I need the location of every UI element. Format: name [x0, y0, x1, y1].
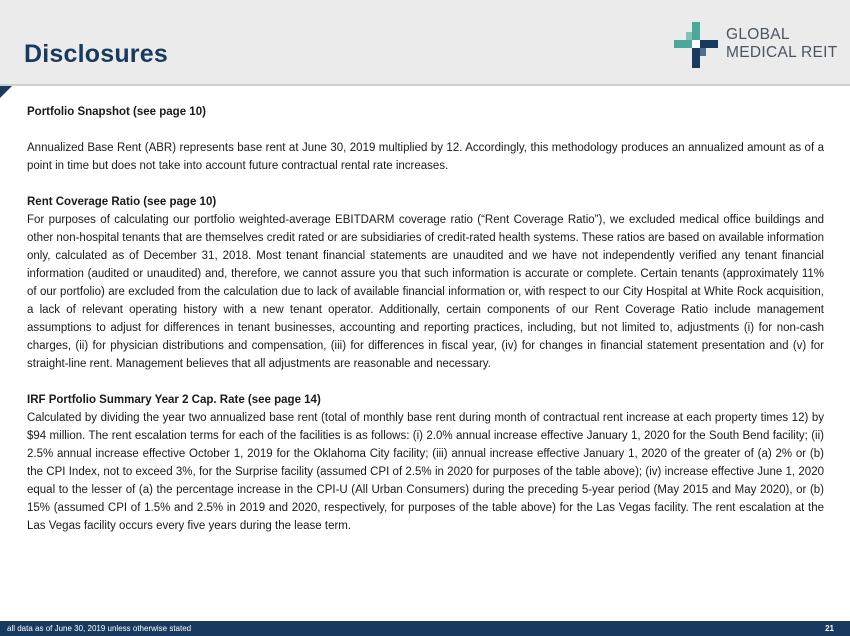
header-divider: [0, 84, 850, 86]
section-body: Annualized Base Rent (ABR) represents base rent at June 30, 2019 multiplied by 12. Accordingly, this methodology produces an annualized amount as of a point in time but does not take into account future contractual rental rate increases.: [27, 142, 824, 172]
logo-cross-icon: [672, 20, 720, 70]
footer-bar: [0, 621, 850, 636]
logo-line-2: MEDICAL REIT: [726, 44, 838, 61]
rent-coverage-section: [27, 193, 824, 373]
section-body: For purposes of calculating our portfolio weighted-average EBITDARM coverage ratio (“Rent Coverage Ratio”), we excluded medical office buildings and other non-hospital tenants that are themselves credit rated or are subsidiaries of credit-rated health systems. These ratios are based on available information only, calculated as of December 31, 2018. Most tenant financial statements are unaudited and we have not independently verified any tenant financial information (audited or unaudited) and, therefore, we cannot assure you that such information is accurate or complete. Certain tenants (approximately 11% of our portfolio) are excluded from the calculation due to lack of available financial information or, with respect to our City Hospital at White Rock acquisition, a lack of relevant operating history with a new tenant operator. Additionally, certain components of our Rent Coverage Ratio include management assumptions to adjust for differences in tenant businesses, accounting and reporting practices, including, but not limited to, adjustments (i) for non-cash charges, (ii) for physician distributions and compensation, (iii) for differences in fiscal year, (iv) for changes in financial statement presentation and (v) for straight-line rent. Management believes that all adjustments are reasonable and necessary.: [27, 214, 824, 370]
section-title: IRF Portfolio Summary Year 2 Cap. Rate (see page 14): [27, 394, 321, 406]
page-title: Disclosures: [24, 40, 168, 68]
header-band: [0, 0, 850, 84]
logo-wordmark: [726, 26, 838, 62]
portfolio-snapshot-section: [27, 103, 824, 175]
corner-accent: [0, 86, 12, 98]
logo-line-1: GLOBAL: [726, 26, 790, 43]
irf-cap-rate-section: [27, 391, 824, 535]
page-number: 21: [825, 624, 834, 633]
section-title: Rent Coverage Ratio (see page 10): [27, 196, 217, 208]
section-title: Portfolio Snapshot (see page 10): [27, 106, 206, 118]
section-body: Calculated by dividing the year two annualized base rent (total of monthly base rent during month of contractual rent increase at each property times 12) by $94 million. The rent escalation terms for each of the facilities is as follows: (i) 2.0% annual increase effective January 1, 2020 for the South Bend facility; (ii) 2.5% annual increase effective October 1, 2019 for the Oklahoma City facility; (iii) annual increase effective January 1, 2020 of the greater of (a) 2% or (b) the CPI Index, not to exceed 3%, for the Surprise facility (assumed CPI of 2.5% in 2020 for purposes of the table above); (iv) increase effective June 1, 2020 equal to the lesser of (a) the percentage increase in the CPI-U (All Urban Consumers) during the preceding 5-year period (May 2015 and May 2020), or (b) 15% (assumed CPI of 1.5% and 2.5% in 2019 and 2020, respectively, for purposes of the table above) for the Las Vegas facility. The rent escalation at the Las Vegas facility occurs every five years during the lease term.: [27, 412, 824, 532]
footer-note: all data as of June 30, 2019 unless otherwise stated: [7, 624, 192, 633]
disclosures-body: [27, 103, 824, 553]
company-logo: [672, 20, 842, 70]
